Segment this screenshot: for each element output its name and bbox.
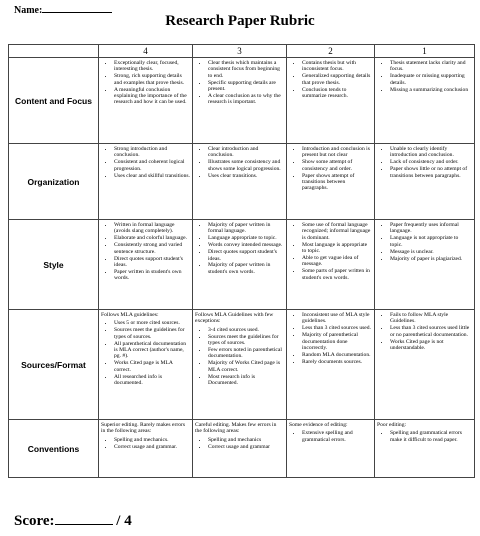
score-suffix: / 4 [116, 513, 132, 529]
score-blank[interactable] [55, 512, 113, 525]
criteria-list [377, 312, 472, 351]
criteria-item: • Works Cited page is not understandable. [390, 339, 472, 352]
criteria-item: • Paper shows little or no attempt of transitions between paragraphs. [390, 166, 472, 179]
criteria-item: • Few errors noted in parenthetical documentation. [208, 347, 284, 360]
criteria-item: • Words convey intended message. [208, 242, 284, 248]
category-label: Conventions [9, 420, 99, 478]
score-header-4: 4 [99, 45, 193, 58]
criteria-item: • Language is not appropriate to topic. [390, 235, 472, 248]
criteria-item: • Paper shows attempt of transitions between paragraphs. [302, 173, 372, 192]
criteria-item: • Most research info is Documented. [208, 374, 284, 387]
criteria-cell [287, 144, 375, 220]
criteria-item: • Majority of parenthetical documentation done incorrectly. [302, 332, 372, 351]
criteria-item: • Consistently strong and varied sentence structure. [114, 242, 190, 255]
criteria-intro: Some evidence of editing: [289, 422, 348, 428]
criteria-item: • Spelling and mechanics. [114, 437, 190, 443]
criteria-list [377, 60, 472, 93]
rubric-row [9, 310, 475, 420]
criteria-cell [99, 58, 193, 144]
criteria-item: • Uses 5 or more cited sources. [114, 320, 190, 326]
criteria-cell [375, 144, 475, 220]
name-blank[interactable] [42, 4, 112, 13]
category-label: Sources/Format [9, 310, 99, 420]
criteria-list [377, 430, 472, 443]
criteria-list [101, 146, 190, 179]
criteria-item: • Less than 3 cited sources used little or no parenthetical documentation. [390, 325, 472, 338]
criteria-item: • Elaborate and colorful language. [114, 235, 190, 241]
criteria-item: • Majority of paper written in student's own words. [208, 262, 284, 275]
criteria-list [195, 437, 284, 450]
criteria-item: • Strong introduction and conclusion. [114, 146, 190, 159]
criteria-list [195, 146, 284, 179]
criteria-item: • Uses clear and skillful transitions. [114, 173, 190, 179]
criteria-item: • Majority of paper written in formal language. [208, 222, 284, 235]
criteria-item: • Most language is appropriate to topic. [302, 242, 372, 255]
criteria-cell [193, 310, 287, 420]
criteria-cell [193, 144, 287, 220]
criteria-item: • Message is unclear. [390, 249, 472, 255]
criteria-item: • Thesis statement lacks clarity and focus. [390, 60, 472, 73]
criteria-item: • Rarely documents sources. [302, 359, 372, 365]
criteria-cell [99, 220, 193, 310]
criteria-item: • Random MLA documentation. [302, 352, 372, 358]
criteria-list [101, 60, 190, 106]
criteria-list [101, 437, 190, 450]
score-header-2: 2 [287, 45, 375, 58]
name-label: Name: [14, 5, 43, 16]
criteria-item: • Language appropriate to topic. [208, 235, 284, 241]
criteria-cell [193, 220, 287, 310]
criteria-item: • Majority of Works Cited page is MLA correct. [208, 360, 284, 373]
criteria-intro: Careful editing. Makes few errors in the following areas: [195, 422, 277, 435]
score-line [14, 512, 132, 530]
criteria-item: • A clear conclusion as to why the research is important. [208, 93, 284, 106]
criteria-cell [287, 310, 375, 420]
criteria-item: • Missing a summarizing conclusion [390, 87, 472, 93]
criteria-list [289, 222, 372, 281]
criteria-item: • Extensive spelling and grammatical errors. [302, 430, 372, 443]
criteria-list [377, 222, 472, 262]
criteria-cell [99, 420, 193, 478]
criteria-item: • Paper frequently uses informal language. [390, 222, 472, 235]
rubric-row [9, 144, 475, 220]
criteria-cell [99, 144, 193, 220]
criteria-item: • Unable to clearly identify introduction and conclusion. [390, 146, 472, 159]
category-label: Organization [9, 144, 99, 220]
criteria-item: • Consistent and coherent logical progression. [114, 159, 190, 172]
criteria-cell [193, 58, 287, 144]
criteria-intro: Follows MLA guidelines: [101, 312, 159, 318]
criteria-item: • Specific supporting details are present. [208, 80, 284, 93]
criteria-item: • Conclusion tends to summarize research. [302, 87, 372, 100]
criteria-item: • All parenthetical documentation is MLA correct (author's name, pg. #). [114, 341, 190, 360]
criteria-item: • Spelling and grammatical errors make it difficult to read paper. [390, 430, 472, 443]
criteria-item: • Majority of paper is plagiarized. [390, 256, 472, 262]
criteria-cell [287, 58, 375, 144]
criteria-list [289, 312, 372, 365]
criteria-item: • Show some attempt of consistency and order. [302, 159, 372, 172]
criteria-cell [99, 310, 193, 420]
rubric-row [9, 220, 475, 310]
criteria-item: • Exceptionally clear, focused, interesting thesis. [114, 60, 190, 73]
rubric-row [9, 58, 475, 144]
criteria-list [195, 222, 284, 275]
criteria-item: • Direct quotes support student's ideas. [208, 249, 284, 262]
criteria-list [289, 430, 372, 443]
criteria-item: • A meaningful conclusion explaining the importance of the research and how it can be used. [114, 87, 190, 106]
criteria-cell [375, 58, 475, 144]
criteria-intro: Poor editing: [377, 422, 407, 428]
corner-cell [9, 45, 99, 58]
score-label: Score: [14, 513, 55, 529]
criteria-item: • All researched info is documented. [114, 374, 190, 387]
criteria-intro: Superior editing. Rarely makes errors in the following areas: [101, 422, 186, 435]
criteria-item: • Clear introduction and conclusion. [208, 146, 284, 159]
criteria-cell [287, 220, 375, 310]
criteria-item: • Less than 3 cited sources used. [302, 325, 372, 331]
criteria-item: • Contains thesis but with inconsistent focus. [302, 60, 372, 73]
criteria-item: • Clear thesis which maintains a consistent focus from beginning to end. [208, 60, 284, 79]
criteria-item: • Inadequate or missing supporting details. [390, 73, 472, 86]
criteria-list [101, 320, 190, 386]
criteria-cell [375, 310, 475, 420]
header-row [9, 45, 475, 58]
criteria-item: • Paper written in student's own words. [114, 269, 190, 282]
criteria-item: • Some parts of paper written in student's own words. [302, 268, 372, 281]
criteria-item: • Correct usage and grammar [208, 444, 284, 450]
criteria-list [195, 327, 284, 387]
criteria-item: • Uses clear transitions. [208, 173, 284, 179]
criteria-item: • Fails to follow MLA style Guidelines. [390, 312, 472, 325]
criteria-list [195, 60, 284, 106]
criteria-item: • Lack of consistency and order. [390, 159, 472, 165]
score-header-3: 3 [193, 45, 287, 58]
criteria-item: • Sources meet the guidelines for types of sources. [114, 327, 190, 340]
criteria-cell [287, 420, 375, 478]
criteria-item: • Some use of formal language recognized; informal language is dominant. [302, 222, 372, 241]
criteria-item: • Inconsistent use of MLA style guidelines. [302, 312, 372, 325]
category-label: Content and Focus [9, 58, 99, 144]
criteria-list [377, 146, 472, 179]
rubric-row [9, 420, 475, 478]
criteria-item: • Works Cited page is MLA correct. [114, 360, 190, 373]
criteria-item: • Strong, rich supporting details and examples that prove thesis. [114, 73, 190, 86]
score-header-1: 1 [375, 45, 475, 58]
rubric-table [8, 44, 475, 478]
criteria-cell [375, 220, 475, 310]
criteria-item: • Illustrates some consistency and shows some logical progression. [208, 159, 284, 172]
criteria-cell [375, 420, 475, 478]
criteria-item: • Sources meet the guidelines for types of sources. [208, 334, 284, 347]
criteria-item: • Direct quotes support student's ideas. [114, 256, 190, 269]
criteria-item: • Able to get vague idea of message. [302, 255, 372, 268]
criteria-cell [193, 420, 287, 478]
criteria-intro: Follows MLA Guidelines with few exceptions: [195, 312, 274, 325]
criteria-list [101, 222, 190, 282]
criteria-item: • Correct usage and grammar. [114, 444, 190, 450]
criteria-list [289, 60, 372, 99]
page-title: Research Paper Rubric [165, 13, 315, 29]
category-label: Style [9, 220, 99, 310]
criteria-item: • 3-4 cited sources used. [208, 327, 284, 333]
criteria-item: • Spelling and mechanics [208, 437, 284, 443]
criteria-item: • Written in formal language (avoids slang completely). [114, 222, 190, 235]
criteria-item: • Introduction and conclusion is present but not clear [302, 146, 372, 159]
criteria-list [289, 146, 372, 192]
criteria-item: • Generalized supporting details that prove thesis. [302, 73, 372, 86]
